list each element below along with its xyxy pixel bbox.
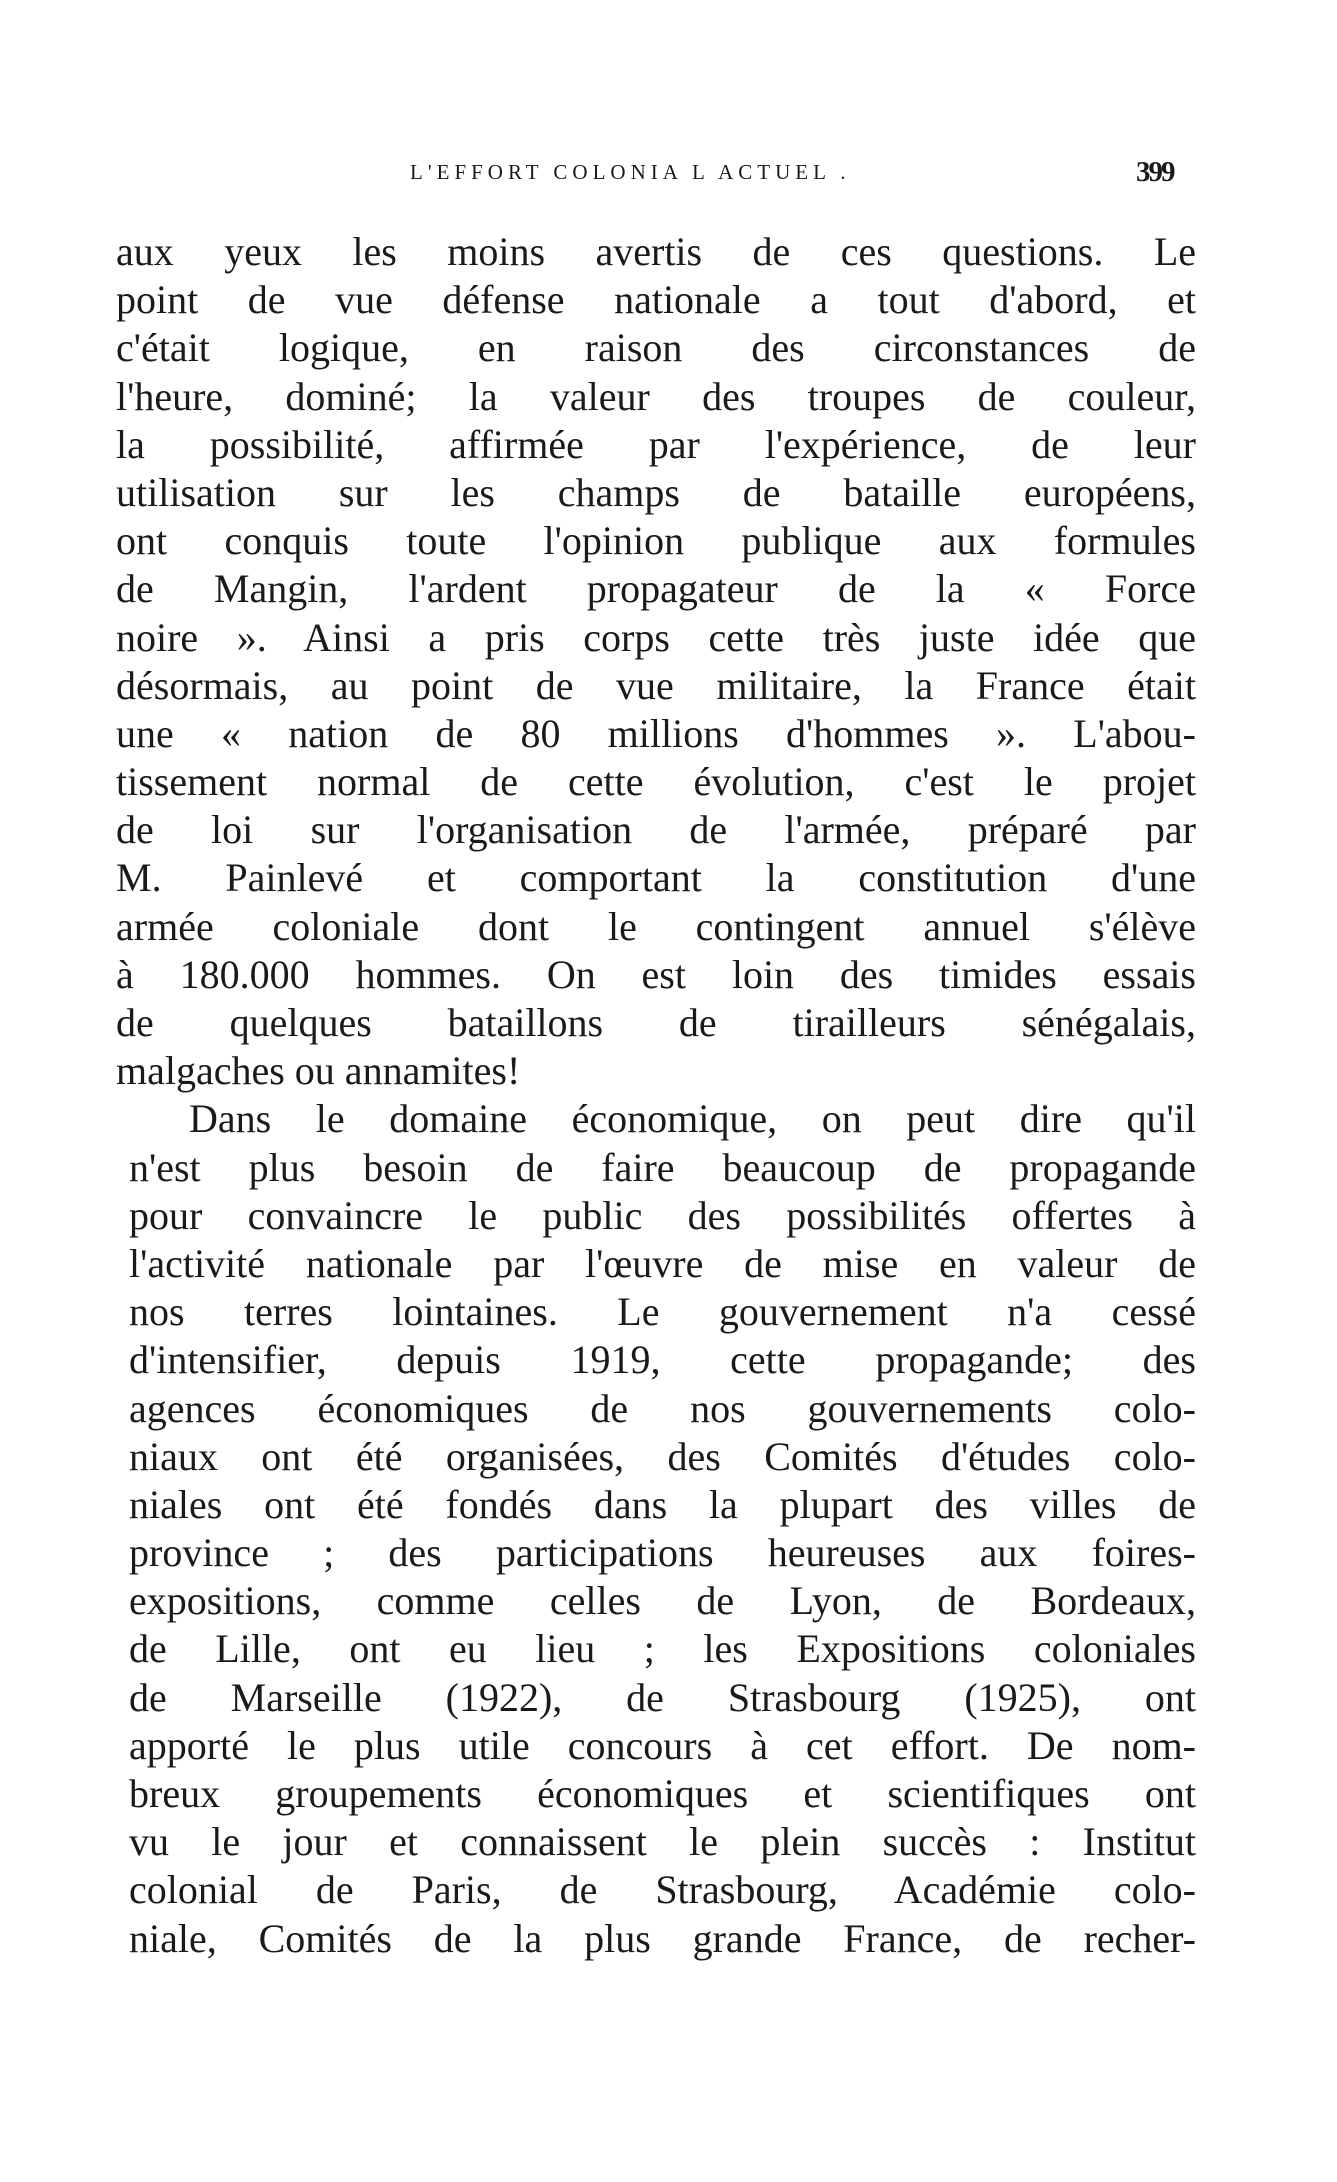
text-line: niales ont été fondés dans la plupart des villes de	[129, 1481, 1196, 1527]
text-line: pour convaincre le public des possibilités offertes à	[129, 1192, 1196, 1238]
text-line: malgaches ou annamites!	[116, 1048, 521, 1094]
text-line: n'est plus besoin de faire beaucoup de propagande	[129, 1144, 1196, 1190]
text-line: province ; des participations heureuses aux foires-	[129, 1530, 1196, 1576]
text-line: l'activité nationale par l'œuvre de mise en valeur de	[129, 1240, 1196, 1286]
text-line: utilisation sur les champs de bataille européens,	[116, 469, 1196, 515]
text-line: c'était logique, en raison des circonstances de	[116, 325, 1196, 371]
text-line: à 180.000 hommes. On est loin des timides essais	[116, 951, 1196, 997]
text-line: aux yeux les moins avertis de ces questions. Le	[116, 229, 1196, 274]
text-line: M. Painlevé et comportant la constitution d'une	[116, 855, 1196, 901]
text-line: de Marseille (1922), de Strasbourg (1925), ont	[129, 1674, 1196, 1720]
text-line: Dans le domaine économique, on peut dire qu'il	[189, 1096, 1196, 1142]
body-text	[116, 228, 1196, 1963]
text-line: nos terres lointaines. Le gouvernement n'a cessé	[129, 1289, 1196, 1335]
text-line: vu le jour et connaissent le plein succès : Institut	[129, 1819, 1196, 1865]
text-line: niaux ont été organisées, des Comités d'études colo-	[129, 1433, 1196, 1479]
text-line: désormais, au point de vue militaire, la France était	[116, 662, 1196, 708]
text-line: de loi sur l'organisation de l'armée, préparé par	[116, 807, 1196, 853]
text-line: expositions, comme celles de Lyon, de Bordeaux,	[129, 1578, 1196, 1624]
text-line: noire ». Ainsi a pris corps cette très juste idée que	[116, 614, 1196, 660]
text-line: la possibilité, affirmée par l'expérience, de leur	[116, 421, 1196, 467]
text-line: de Mangin, l'ardent propagateur de la « Force	[116, 566, 1196, 612]
text-line: apporté le plus utile concours à cet effort. De nom-	[129, 1722, 1196, 1768]
text-line: de Lille, ont eu lieu ; les Expositions coloniales	[129, 1626, 1196, 1672]
paragraph-1	[116, 228, 1196, 1095]
running-head: L'EFFORT COLONIA L ACTUEL .	[410, 160, 851, 184]
text-line: d'intensifier, depuis 1919, cette propagande; des	[129, 1337, 1196, 1383]
text-line: une « nation de 80 millions d'hommes ». L'abou-	[116, 710, 1196, 756]
text-line: tissement normal de cette évolution, c'est le projet	[116, 759, 1196, 805]
text-line: ont conquis toute l'opinion publique aux formules	[116, 518, 1196, 564]
text-line: breux groupements économiques et scientifiques ont	[129, 1771, 1196, 1816]
text-line: armée coloniale dont le contingent annuel s'élève	[116, 903, 1196, 949]
paragraph-2	[129, 1095, 1196, 1962]
page-number: 399	[1136, 156, 1174, 188]
text-line: niale, Comités de la plus grande France, de recher-	[129, 1915, 1196, 1961]
text-line: colonial de Paris, de Strasbourg, Académie colo-	[129, 1867, 1196, 1913]
text-line: agences économiques de nos gouvernements colo-	[129, 1385, 1196, 1431]
text-line: point de vue défense nationale a tout d'abord, et	[116, 277, 1196, 323]
text-line: l'heure, dominé; la valeur des troupes de couleur,	[116, 373, 1196, 419]
text-line: de quelques bataillons de tirailleurs sénégalais,	[116, 1000, 1196, 1045]
